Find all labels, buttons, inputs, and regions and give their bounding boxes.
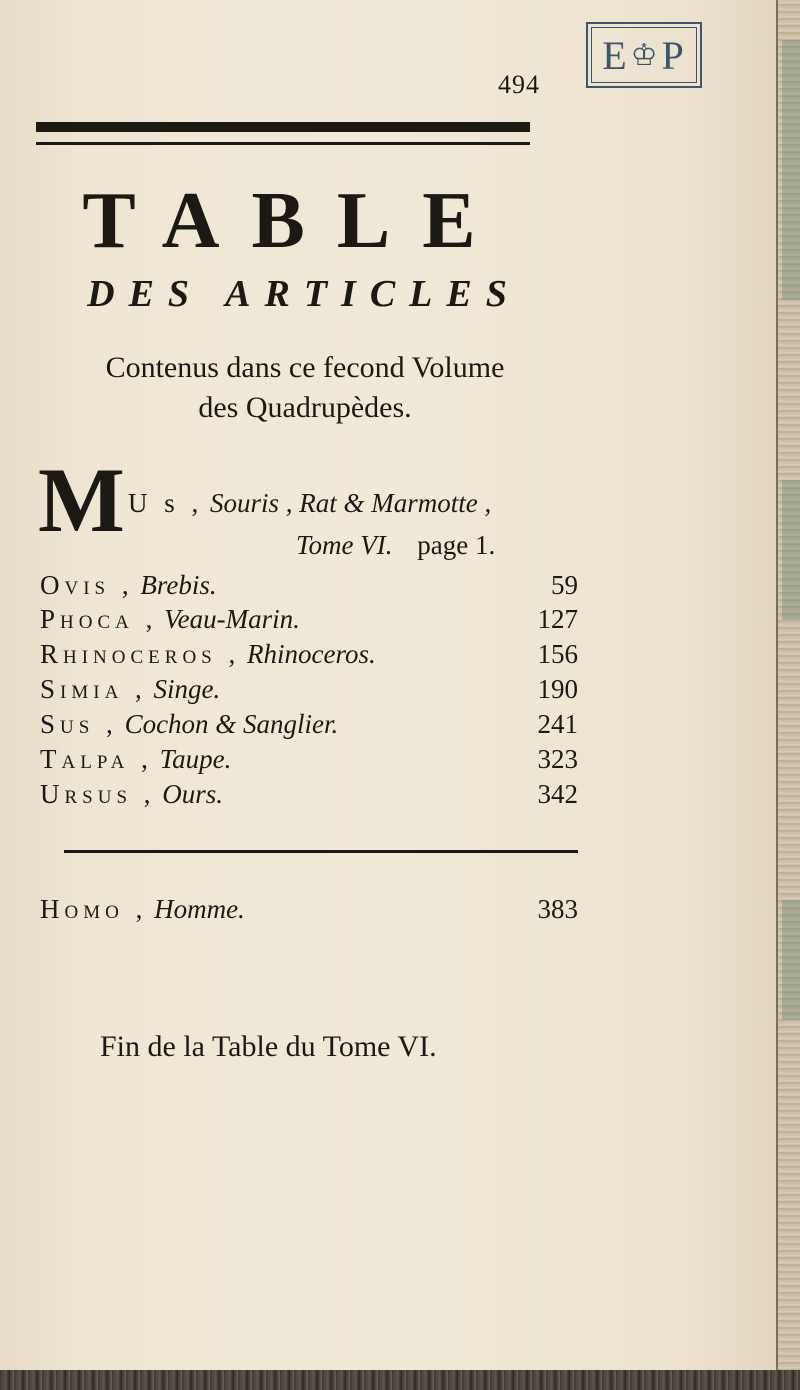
page-title: TABLE [82, 177, 508, 265]
entry-first-line [128, 486, 491, 520]
entry-page-number: 190 [537, 674, 578, 704]
stamp-letter-right: P [661, 32, 686, 78]
entry-page-number: 127 [537, 604, 578, 634]
entry-latin-name: Ursus , [40, 779, 156, 809]
header-rule-thin [36, 142, 530, 145]
book-bottom-edge [0, 1370, 800, 1390]
entry-page-number: 323 [537, 744, 578, 774]
table-entry-mus [38, 449, 588, 562]
header-rule-thick [36, 122, 530, 132]
entry-french-name: Rhinoceros. [247, 639, 376, 669]
entry-page-number: 383 [537, 894, 578, 924]
intro-text [40, 348, 570, 428]
entry-latin-name: Ovis , [40, 570, 134, 600]
table-entry [40, 637, 588, 671]
entry-page-number: 342 [537, 779, 578, 809]
entry-french-name: Cochon & Sanglier. [124, 709, 339, 739]
library-stamp [586, 22, 702, 88]
entry-french-name: Singe. [153, 674, 221, 704]
entry-page-number: 59 [551, 570, 578, 600]
page-number: 494 [498, 70, 540, 99]
entry-page-number: 156 [537, 639, 578, 669]
table-entry [40, 672, 588, 706]
entry-french-name: Veau-Marin. [164, 604, 300, 634]
book-fore-edge [776, 0, 800, 1390]
intro-line-2: des Quadrupèdes. [198, 391, 412, 424]
intro-line-1: Contenus dans ce fecond Volume [105, 351, 505, 384]
table-entry [40, 742, 588, 776]
table-entry [40, 777, 588, 811]
table-entry [40, 602, 588, 636]
table-entry-homo [40, 892, 588, 926]
entry-tome: Tome VI. [296, 530, 393, 560]
entry-latin-name: Sus , [40, 709, 118, 739]
entry-french-name: Souris , Rat & Marmotte , [210, 488, 492, 518]
drop-cap: M [38, 449, 125, 551]
entry-latin-name: Homo , [40, 894, 148, 924]
entry-french-name: Taupe. [159, 744, 232, 774]
page-subtitle: DES ARTICLES [87, 273, 521, 315]
entry-page-number: 241 [537, 709, 578, 739]
entry-french-name: Brebis. [140, 570, 217, 600]
entry-latin-name: Rhinoceros , [40, 639, 241, 669]
entry-french-name: Homme. [154, 894, 245, 924]
entry-french-name: Ours. [162, 779, 224, 809]
table-entry [40, 707, 588, 741]
crest-icon: ♔ [630, 38, 660, 72]
table-entry [40, 568, 588, 602]
entry-latin-name: Simia , [40, 674, 147, 704]
entry-latin-name: Talpa , [40, 744, 153, 774]
entry-latin-name: Phoca , [40, 604, 158, 634]
stamp-letter-left: E [602, 32, 629, 78]
entry-second-line [296, 528, 495, 562]
table-end-note: Fin de la Table du Tome VI. [100, 1030, 437, 1063]
entry-page-label: page 1. [417, 530, 496, 560]
entry-latin-name: U s , [128, 488, 204, 518]
section-divider [64, 850, 578, 853]
